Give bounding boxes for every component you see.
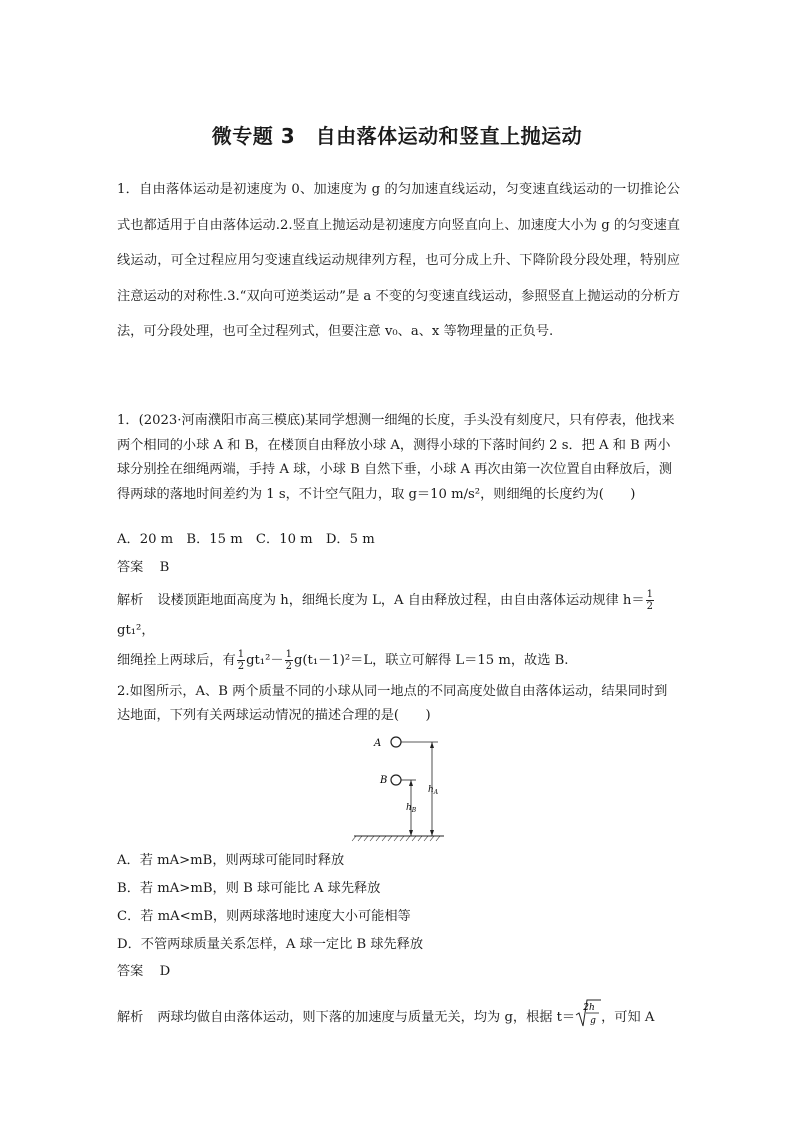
option-b: B．若 mA>mB，则 B 球可能比 A 球先释放 — [117, 881, 381, 896]
fraction-half: $\frac{1}{2}$ — [285, 649, 292, 672]
answer-label: 答案 — [117, 560, 144, 575]
question-2-explanation — [117, 998, 680, 1037]
question-1-stem: 1．(2023·河南濮阳市高三模底)某同学想测一细绳的长度，手头没有刻度尺，只有停表，他找来两个相同的小球 A 和 B，在楼顶自由释放小球 A，测得小球的下落时间约 2 s．把 A 和 B 两小球分别拴在细绳两端，手持 A 球，小球 B 自然下垂，小球 A 再次由第一次位置自由释放后，测得两球的落地时间差约为 1 s，不计空气阻力，取 g＝10 m/s²，则细绳的长度约为( ) — [117, 413, 675, 502]
explanation-line-2 — [117, 646, 680, 676]
explanation-text: g(t₁－1)²＝L，联立可解得 L＝15 m，故选 B. — [293, 653, 569, 668]
label-ha: $h_A$ — [428, 785, 439, 796]
height-a-arrow-bottom — [430, 830, 434, 836]
explanation-text: 设楼顶距地面高度为 h，细绳长度为 L，A 自由释放过程，由自由落体运动规律 h＝ — [157, 593, 645, 608]
question-2-answer — [117, 960, 170, 979]
question-2-options — [117, 847, 680, 959]
answer-label: 答案 — [117, 964, 144, 979]
fraction-half: $\frac{1}{2}$ — [237, 649, 245, 672]
sqrt-sign — [575, 998, 601, 1028]
ball-b — [391, 775, 401, 785]
sqrt-expression — [575, 998, 601, 1037]
svg-text:2h: 2h — [583, 1003, 595, 1013]
ground-hatch — [352, 836, 440, 841]
question-1-answer — [117, 556, 169, 575]
explanation-text: gt₁²－ — [246, 653, 284, 668]
ball-a — [391, 737, 401, 747]
explanation-line-1 — [117, 586, 680, 646]
explanation-text: 两球均做自由落体运动，则下落的加速度与质量无关，均为 g，根据 t＝ — [157, 1010, 576, 1025]
question-1-explanation — [117, 586, 680, 676]
svg-text:g: g — [590, 1016, 597, 1026]
free-fall-figure — [350, 728, 450, 843]
height-a-arrow-top — [430, 742, 434, 748]
explanation-text: gt₁²， — [117, 623, 155, 638]
explanation-text: ，可知 A — [601, 1010, 655, 1025]
label-b: B — [380, 775, 388, 786]
answer-value: D — [159, 964, 171, 979]
option-d: D．不管两球质量关系怎样，A 球一定比 B 球先释放 — [117, 937, 424, 952]
page-title: 微专题 3 自由落体运动和竖直上抛运动 — [211, 124, 583, 148]
label-hb: $h_B$ — [406, 803, 417, 814]
explanation-label: 解析 — [117, 1010, 144, 1025]
option-a: A．若 mA>mB，则两球可能同时释放 — [117, 853, 345, 868]
answer-value: B — [159, 560, 170, 575]
question-1-options: A．20 m B．15 m C．10 m D．5 m — [117, 532, 375, 547]
explanation-text: 细绳拴上两球后，有 — [117, 653, 236, 668]
question-2-stem: 2.如图所示，A、B 两个质量不同的小球从同一地点的不同高度处做自由落体运动，结果同时到达地面，下列有关两球运动情况的描述合理的是( ) — [117, 684, 668, 723]
explanation-label: 解析 — [117, 593, 144, 608]
height-b-arrow-top — [409, 780, 413, 786]
fraction-half: $\frac{1}{2}$ — [646, 589, 653, 612]
height-b-arrow-bottom — [409, 830, 413, 836]
option-c: C．若 mA<mB，则两球落地时速度大小可能相等 — [117, 909, 411, 924]
intro-paragraph: 1．自由落体运动是初速度为 0、加速度为 g 的匀加速直线运动，匀变速直线运动的一切推论公式也都适用于自由落体运动.2.竖直上抛运动是初速度方向竖直向上、加速度大小为 g 的匀变速直线运动，可全过程应用匀变速直线运动规律列方程，也可分成上升、下降阶段分段处理，特别应注意运动的对称性.3.“双向可逆类运动”是 a 不变的匀变速直线运动，参照竖直上抛运动的分析方法，可分段处理，也可全过程列式，但要注意 v₀、a、x 等物理量的正负号. — [117, 182, 680, 339]
label-a: A — [374, 738, 382, 749]
